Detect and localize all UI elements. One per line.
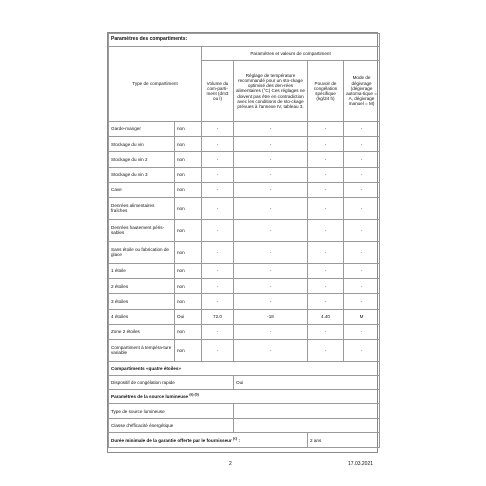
light-class-value: [234, 418, 380, 433]
compartment-name: Sans étoile ou fabrication de glace: [109, 241, 175, 263]
compartment-defrost-mode: -: [344, 182, 380, 197]
col-header-defrost-mode: Mode de dégivrage (dégivrage automa-tique = A, dégivrage manuel = M): [344, 61, 380, 122]
compartment-volume: -: [202, 122, 234, 137]
compartment-present: non: [175, 122, 202, 137]
light-source-section-title: Paramètres de la source lumineuse $^{(a) (b)}$: [109, 390, 380, 404]
compartment-temperature: -: [234, 263, 308, 278]
compartment-temperature: -18: [234, 309, 308, 324]
col-header-type: Type de compartiment: [109, 47, 202, 122]
compartment-name: Cave: [109, 182, 175, 197]
compartment-row: [109, 241, 380, 263]
compartment-parameters-table: [107, 32, 378, 453]
section-title: Paramètres des compartiments:: [109, 34, 380, 47]
compartment-defrost-mode: -: [344, 152, 380, 167]
compartment-row: [109, 137, 380, 152]
compartment-present: non: [175, 324, 202, 339]
compartment-freezing-power: -: [308, 152, 344, 167]
compartment-present: non: [175, 219, 202, 241]
compartment-temperature: -: [234, 122, 308, 137]
compartment-row: [109, 152, 380, 167]
compartment-temperature: -: [234, 152, 308, 167]
compartment-defrost-mode: M: [344, 309, 380, 324]
compartment-freezing-power: -: [308, 219, 344, 241]
light-type-label: Type de source lumineuse: [109, 404, 234, 419]
compartment-name: Garde-manger: [109, 122, 175, 137]
compartment-temperature: -: [234, 339, 308, 361]
compartment-freezing-power: -: [308, 339, 344, 361]
compartment-present: non: [175, 339, 202, 361]
compartment-name: Stockage du vin 2: [109, 152, 175, 167]
compartment-defrost-mode: -: [344, 137, 380, 152]
col-header-volume: Volume du com-parti-ment (dm3 ou l): [202, 61, 234, 122]
compartment-present: Oui: [175, 309, 202, 324]
compartment-defrost-mode: -: [344, 197, 380, 219]
compartment-row: [109, 324, 380, 339]
compartment-volume: -: [202, 279, 234, 294]
compartment-present: non: [175, 137, 202, 152]
compartment-row: [109, 197, 380, 219]
compartment-temperature: -: [234, 182, 308, 197]
compartment-temperature: -: [234, 137, 308, 152]
compartment-freezing-power: -: [308, 324, 344, 339]
compartment-row: [109, 263, 380, 278]
compartment-temperature: -: [234, 197, 308, 219]
compartment-defrost-mode: -: [344, 122, 380, 137]
compartment-name: 1 étoile: [109, 263, 175, 278]
compartment-name: Stockage du vin: [109, 137, 175, 152]
compartment-name: Zone 2 étoiles: [109, 324, 175, 339]
compartment-name: Stockage du vin 3: [109, 167, 175, 182]
compartment-freezing-power: -: [308, 122, 344, 137]
compartment-row: [109, 167, 380, 182]
compartment-volume: -: [202, 324, 234, 339]
compartment-volume: 72.0: [202, 309, 234, 324]
warranty-label: Durée minimale de la garantie offerte par le fournisseur $^{(c)}$ :: [109, 433, 308, 448]
compartment-volume: -: [202, 167, 234, 182]
compartment-volume: -: [202, 339, 234, 361]
compartment-name: 2 étoiles: [109, 279, 175, 294]
compartment-defrost-mode: -: [344, 219, 380, 241]
compartment-row: [109, 122, 380, 137]
compartment-volume: -: [202, 197, 234, 219]
compartment-defrost-mode: -: [344, 279, 380, 294]
four-star-section-title: Compartiments «quatre étoiles»: [109, 361, 380, 375]
fast-freeze-value: Oui: [234, 375, 380, 390]
compartment-freezing-power: -: [308, 167, 344, 182]
compartment-freezing-power: -: [308, 241, 344, 263]
compartment-row: [109, 294, 380, 309]
compartment-temperature: -: [234, 219, 308, 241]
compartment-defrost-mode: -: [344, 294, 380, 309]
fast-freeze-label: Dispositif de congélation rapide: [109, 375, 234, 390]
compartment-freezing-power: -: [308, 279, 344, 294]
compartment-present: non: [175, 197, 202, 219]
compartment-temperature: -: [234, 167, 308, 182]
compartment-name: 3 étoiles: [109, 294, 175, 309]
compartment-defrost-mode: -: [344, 324, 380, 339]
col-header-temperature: Réglage de température recommandé pour un sto-ckage optimisé des den-rées alimentaires (°C) Ces réglages ne doivent pas être en contradiction avec les conditions de sto-ckage prévues à l'annexe IV, tableau 3.: [234, 61, 308, 122]
compartment-freezing-power: 4.40: [308, 309, 344, 324]
warranty-note: (c): [233, 436, 238, 441]
compartment-volume: -: [202, 182, 234, 197]
compartment-volume: -: [202, 241, 234, 263]
compartment-present: non: [175, 294, 202, 309]
light-source-note: (a) (b): [189, 392, 199, 397]
page-number: 2: [229, 461, 232, 467]
compartment-defrost-mode: -: [344, 263, 380, 278]
compartment-name: Denrées hautement péris-sables: [109, 219, 175, 241]
light-type-value: [234, 404, 380, 419]
compartment-temperature: -: [234, 241, 308, 263]
compartment-present: non: [175, 182, 202, 197]
compartment-freezing-power: -: [308, 294, 344, 309]
compartment-defrost-mode: -: [344, 241, 380, 263]
compartment-temperature: -: [234, 279, 308, 294]
warranty-value: 2 ans: [308, 433, 380, 448]
compartment-volume: -: [202, 152, 234, 167]
compartment-freezing-power: -: [308, 263, 344, 278]
compartment-present: non: [175, 279, 202, 294]
compartment-temperature: -: [234, 324, 308, 339]
compartment-volume: -: [202, 137, 234, 152]
compartment-name: 4 étoiles: [109, 309, 175, 324]
compartment-volume: -: [202, 294, 234, 309]
light-class-label: Classe d'efficacité énergétique: [109, 418, 234, 433]
compartment-present: non: [175, 152, 202, 167]
compartment-name: Compartiment à tempéra-ture variable: [109, 339, 175, 361]
compartment-defrost-mode: -: [344, 167, 380, 182]
group-header: Paramètres et valeurs de compartiment: [202, 47, 380, 61]
compartment-defrost-mode: -: [344, 339, 380, 361]
compartment-name: Denrées alimentaires fraîches: [109, 197, 175, 219]
col-header-freezing-power: Pouvoir de congélation spécifique (kg/24 h): [308, 61, 344, 122]
compartment-row: [109, 182, 380, 197]
compartment-row: [109, 219, 380, 241]
compartment-row: [109, 279, 380, 294]
compartment-row: [109, 309, 380, 324]
compartment-present: non: [175, 263, 202, 278]
document-date: 17.03.2021: [348, 461, 374, 467]
compartment-freezing-power: -: [308, 197, 344, 219]
compartment-volume: -: [202, 263, 234, 278]
compartment-row: [109, 339, 380, 361]
compartment-present: non: [175, 241, 202, 263]
compartment-freezing-power: -: [308, 182, 344, 197]
compartment-temperature: -: [234, 294, 308, 309]
compartment-present: non: [175, 167, 202, 182]
compartment-freezing-power: -: [308, 137, 344, 152]
compartment-volume: -: [202, 219, 234, 241]
